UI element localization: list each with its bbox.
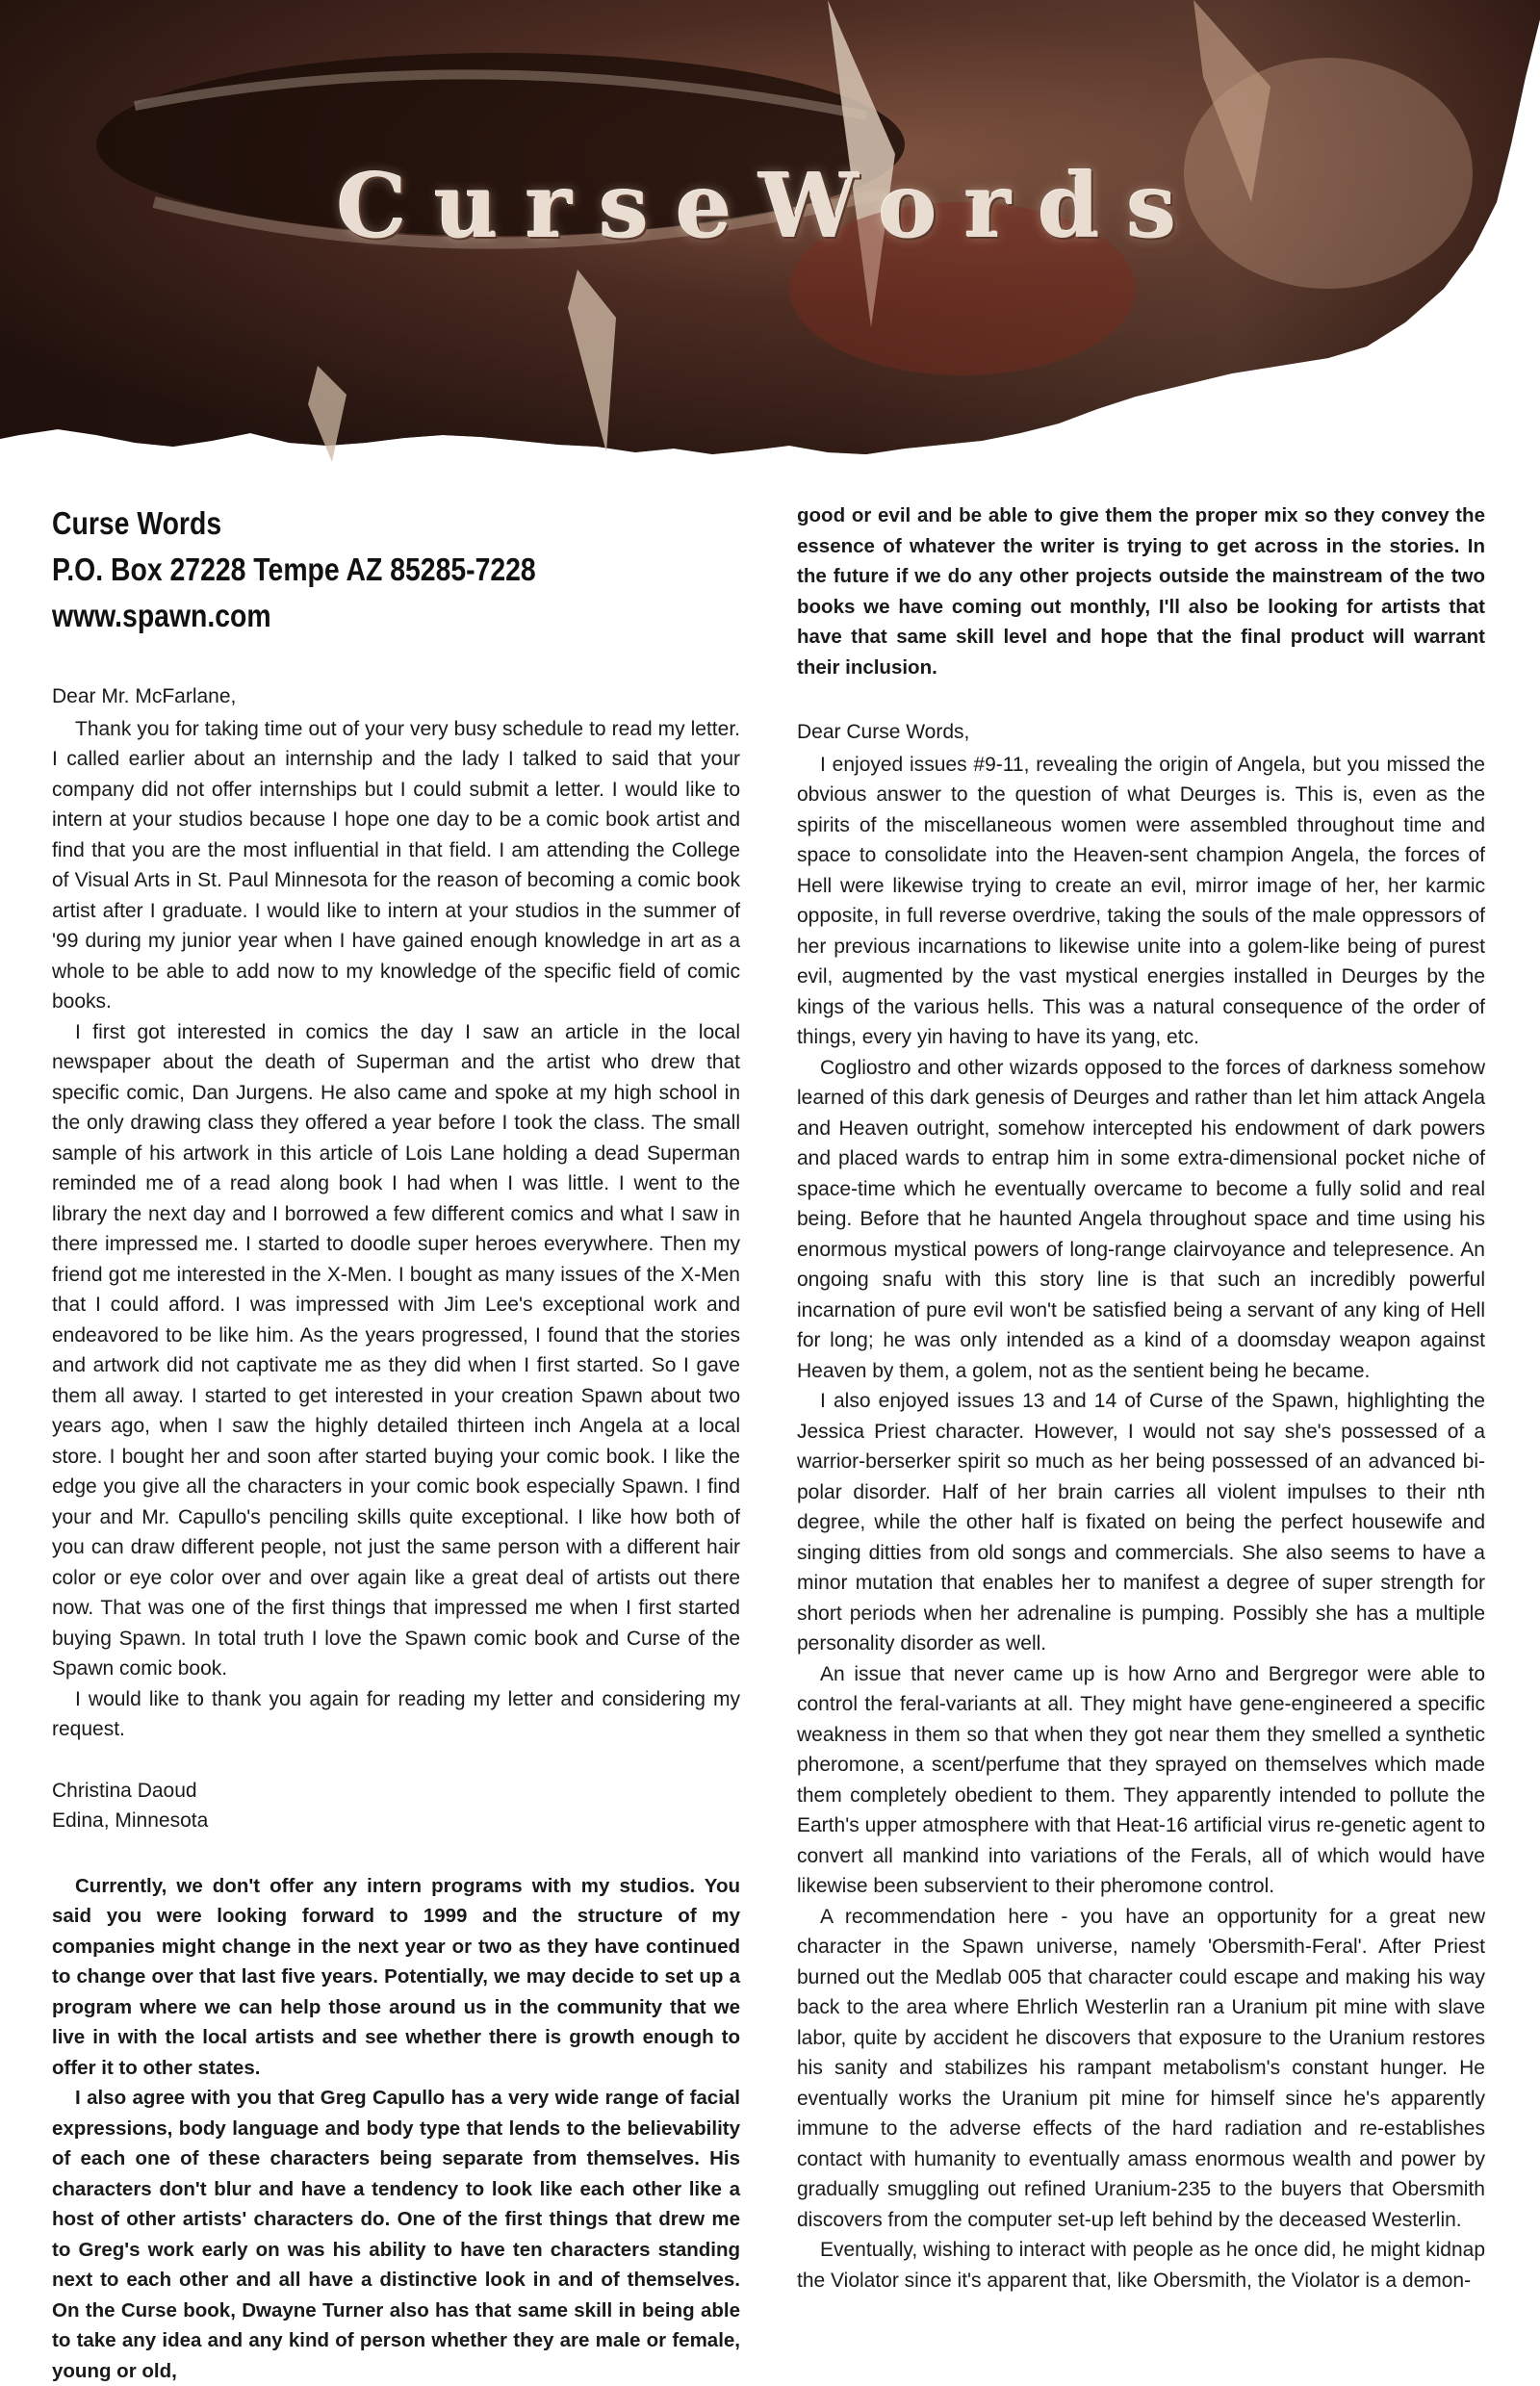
- letter-greeting: Dear Curse Words,: [797, 717, 1485, 748]
- signature-name: Christina Daoud: [52, 1776, 740, 1807]
- letter-paragraph: I first got interested in comics the day I saw an article in the local newspaper about the death of Superman and the artist who drew that specific comic, Dan Jurgens. He also came and spoke at my high school in the only drawing class they offered a year before I took the class. The small sample of his artwork in this article of Lois Lane holding a dead Superman reminded me of a read along book I had when I was little. I went to the library the next day and I borrowed a few different comics and what I saw in there impressed me. I started to doodle super heroes everywhere. Then my friend got me interested in the X-Men. I bought as many issues of the X-Men that I could afford. I was impressed with Jim Lee's exceptional work and endeavored to be like him. As the years progressed, I found that the stories and artwork did not captivate me as they did when I first started. So I gave them all away. I started to get interested in your creation Spawn about two years ago, when I saw the highly detailed thirteen inch Angela at a local store. I bought her and soon after started buying your comic book. I like the edge you give all the characters in your comic book especially Spawn. I find your and Mr. Capullo's penciling skills quite exceptional. I like how both of you can draw different people, not just the same person with a different hair color or eye color over and over again like a great deal of artists out there now. That was one of the first things that impressed me when I first started buying Spawn. In total truth I love the Spawn comic book and Curse of the Spawn comic book.: [52, 1017, 740, 1684]
- header-artwork: [0, 0, 1540, 481]
- reply-continuation: good or evil and be able to give them the proper mix so they convey the essence of whatever the writer is trying to get across in the stories. In the future if we do any other projects outside the mainstream of the two books we have coming out monthly, I'll also be looking for artists that have that same skill level and hope that the final product will warrant their inclusion.: [797, 500, 1485, 682]
- reply-paragraph: Currently, we don't offer any intern programs with my studios. You said you were looking forward to 1999 and the structure of my companies might change in the next year or two as they have continued to change over that last five years. Potentially, we may decide to set up a program where we can help those around us in the community that we live in with the local artists and see whether there is growth enough to offer it to other states.: [52, 1871, 740, 2084]
- letter-paragraph: I would like to thank you again for reading my letter and considering my request.: [52, 1684, 740, 1745]
- letter-paragraph: An issue that never came up is how Arno and Bergregor were able to control the feral-variants at all. They might have gene-engineered a specific weakness in them so that when they got near them they smelled a synthetic pheromone, a scent/perfume that they sprayed on themselves which made them completely obedient to them. They apparently intended to pollute the Earth's upper atmosphere with that Heat-16 artificial virus re-genetic agent to convert all mankind into variations of the Ferals, all of which would have likewise been subservient to their pheromone control.: [797, 1659, 1485, 1902]
- signature-place: Edina, Minnesota: [52, 1806, 740, 1836]
- reply-paragraph: I also agree with you that Greg Capullo has a very wide range of facial expressions, body language and body type that lends to the believability of each one of these characters being separate from themselves. His characters don't blur and have a tendency to look like each other like a host of other artists' characters do. One of the first things that drew me to Greg's work early on was his ability to have ten characters standing next to each other and all have a distinctive look in and of themselves. On the Curse book, Dwayne Turner also has that same skill in being able to take any idea and any kind of person whether they are male or female, young or old,: [52, 2083, 740, 2386]
- editor-reply: [52, 1871, 740, 2386]
- address-line-3: www.spawn.com: [52, 593, 738, 639]
- letter-greeting: Dear Mr. McFarlane,: [52, 681, 740, 712]
- editor-reply-continued: [797, 500, 1485, 682]
- letter-paragraph: Cogliostro and other wizards opposed to the forces of darkness somehow learned of this dark genesis of Deurges and rather than let him attack Angela and Heaven outright, somehow intercepted his endowment of dark powers and placed wards to entrap him in some extra-dimensional pocket niche of space-time which he eventually overcame to become a fully solid and real being. Before that he haunted Angela throughout space and time using his enormous mystical powers of long-range clairvoyance and telepresence. An ongoing snafu with this story line is that such an incredibly powerful incarnation of pure evil won't be satisfied being a servant of any king of Hell for long; he was only intended as a kind of a doomsday weapon against Heaven by them, a golem, not as the sentient being he became.: [797, 1053, 1485, 1387]
- letter-paragraph: I also enjoyed issues 13 and 14 of Curse of the Spawn, highlighting the Jessica Priest character. However, I would not say she's possessed of a warrior-berserker spirit so much as her being possessed of an advanced bi-polar disorder. Half of her brain carries all violent impulses to their nth degree, while the other half is fixated on being the perfect housewife and singing ditties from old songs and commercials. She also seems to have a minor mutation that enables her to manifest a degree of super strength for short periods when her adrenaline is pumping. Possibly she has a multiple personality disorder as well.: [797, 1386, 1485, 1659]
- left-column: [52, 500, 740, 2386]
- address-line-1: Curse Words: [52, 500, 738, 547]
- letter-paragraph: A recommendation here - you have an opportunity for a great new character in the Spawn universe, namely 'Obersmith-Feral'. After Priest burned out the Medlab 005 that character could escape and making his way back to the area where Ehrlich Westerlin ran a Uranium pit mine with slave labor, quite by accident he discovers that exposure to the Uranium restores his sanity and stabilizes his rampant metabolism's constant hunger. He eventually works the Uranium pit mine for himself since he's apparently immune to the adverse effects of the hard radiation and re-establishes contact with humanity to eventually amass enormous wealth and power by gradually smuggling out refined Uranium-235 to the buyers that Obersmith discovers from the computer set-up left behind by the deceased Westerlin.: [797, 1902, 1485, 2236]
- letter-daoud: [52, 681, 740, 1836]
- masthead-title: CurseWords: [0, 154, 1540, 258]
- address-line-2: P.O. Box 27228 Tempe AZ 85285-7228: [52, 547, 738, 593]
- letter-curse-words: [797, 717, 1485, 2296]
- mailing-address: [52, 500, 738, 639]
- letter-paragraph: I enjoyed issues #9-11, revealing the origin of Angela, but you missed the obvious answer to the question of what Deurges is. This is, even as the spirits of the miscellaneous women were assembled throughout time and space to consolidate into the Heaven-sent champion Angela, the forces of Hell were likewise trying to create an evil, mirror image of her, her karmic opposite, in full reverse overdrive, taking the souls of the male oppressors of her previous incarnations to likewise unite into a golem-like being of purest evil, augmented by the vast mystical energies installed in Deurges by the kings of the various hells. This was a natural consequence of the order of things, every yin having to have its yang, etc.: [797, 750, 1485, 1053]
- letter-paragraph: Eventually, wishing to interact with people as he once did, he might kidnap the Violator since it's apparent that, like Obersmith, the Violator is a demon-: [797, 2235, 1485, 2296]
- letter-paragraph: Thank you for taking time out of your very busy schedule to read my letter. I called earlier about an internship and the lady I talked to said that your company did not offer internships but I could submit a letter. I would like to intern at your studios because I hope one day to be a comic book artist and find that you are the most influential in that field. I am attending the College of Visual Arts in St. Paul Minnesota for the reason of becoming a comic book artist after I graduate. I would like to intern at your studios in the summer of '99 during my junior year when I have gained enough knowledge in art as a whole to be able to add now to my knowledge of the specific field of comic books.: [52, 714, 740, 1017]
- right-column: [797, 500, 1485, 2296]
